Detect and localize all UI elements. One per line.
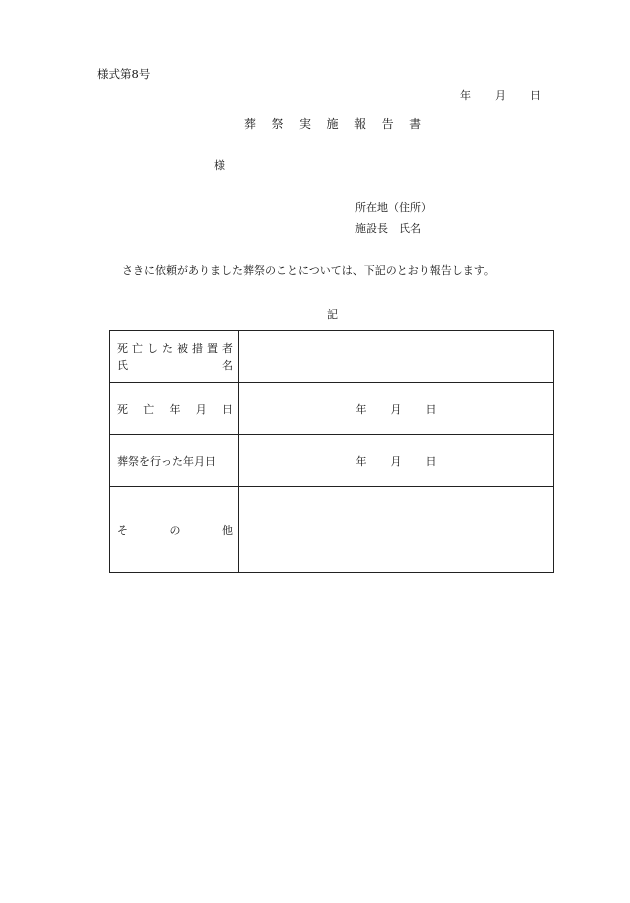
date-day-label: 日 xyxy=(425,454,437,468)
label-line xyxy=(117,357,233,374)
label-char: 亡 xyxy=(143,402,155,416)
death-date-label xyxy=(110,383,239,435)
label-char: た xyxy=(162,341,173,355)
title-char: 報 xyxy=(354,117,367,131)
other-field[interactable] xyxy=(239,487,554,573)
addressee-suffix: 様 xyxy=(214,159,225,172)
date-month-label: 月 xyxy=(390,402,402,416)
table-row xyxy=(110,383,554,435)
date-day-label: 日 xyxy=(530,89,541,102)
funeral-date-field[interactable] xyxy=(239,435,554,487)
label-char: 氏 xyxy=(117,358,128,372)
label-char: の xyxy=(169,523,181,537)
table-row xyxy=(110,435,554,487)
label-line xyxy=(117,340,233,357)
title-char: 祭 xyxy=(271,117,284,131)
label-char: 亡 xyxy=(132,341,143,355)
label-char: 年 xyxy=(169,402,181,416)
label-char: 被 xyxy=(177,341,188,355)
other-label xyxy=(110,487,239,573)
label-char: そ xyxy=(117,523,128,537)
label-char: 名 xyxy=(222,358,233,372)
label-line xyxy=(117,401,233,417)
form-number: 様式第8号 xyxy=(97,67,151,81)
label-char: 措 xyxy=(192,341,203,355)
title-char: 葬 xyxy=(244,117,257,131)
label-char: 他 xyxy=(222,523,233,537)
sender-name-label: 施設長 氏名 xyxy=(355,222,421,235)
title-char: 告 xyxy=(381,117,394,131)
date-year-label: 年 xyxy=(355,402,367,416)
label-char: 死 xyxy=(117,402,128,416)
report-date xyxy=(460,87,541,103)
date-day-label: 日 xyxy=(425,402,437,416)
date-month-label: 月 xyxy=(495,89,506,102)
date-year-label: 年 xyxy=(355,454,367,468)
funeral-date-label xyxy=(110,435,239,487)
label-char: し xyxy=(147,341,158,355)
title-char: 実 xyxy=(299,117,312,131)
report-table xyxy=(109,330,554,573)
label-line xyxy=(117,522,233,538)
label-char: 置 xyxy=(207,341,218,355)
title-char: 施 xyxy=(326,117,339,131)
death-date-field[interactable] xyxy=(239,383,554,435)
date-year-label: 年 xyxy=(460,89,471,102)
title-char: 書 xyxy=(409,117,422,131)
document-title xyxy=(244,115,421,132)
deceased-name-field[interactable] xyxy=(239,331,554,383)
label-char: 月 xyxy=(195,402,207,416)
label-char: 日 xyxy=(222,402,233,416)
date-month-label: 月 xyxy=(390,454,402,468)
label-char: 死 xyxy=(117,341,128,355)
label-text: 葬祭を行った年月日 xyxy=(117,454,216,468)
ki-heading: 記 xyxy=(327,308,338,321)
table-row xyxy=(110,331,554,383)
deceased-name-label xyxy=(110,331,239,383)
label-char: 者 xyxy=(222,341,233,355)
body-text: さきに依頼がありました葬祭のことについては、下記のとおり報告します。 xyxy=(122,264,495,277)
table-row xyxy=(110,487,554,573)
sender-address-label: 所在地（住所） xyxy=(355,201,432,214)
